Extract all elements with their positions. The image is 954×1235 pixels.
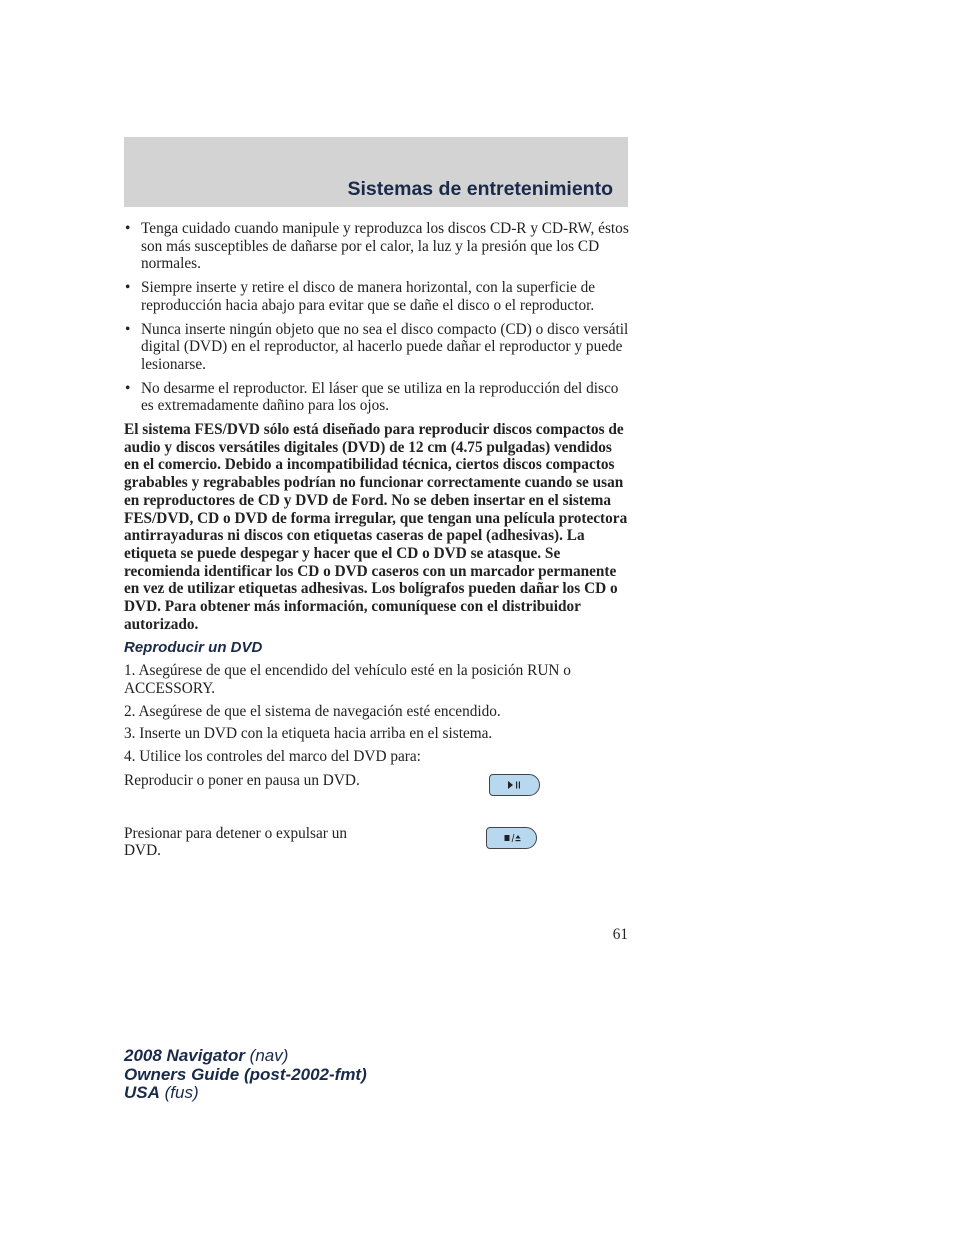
play-pause-icon bbox=[506, 780, 524, 790]
bullet-icon: • bbox=[125, 320, 131, 338]
bullet-icon: • bbox=[125, 220, 131, 237]
page-number: 61 bbox=[612, 926, 628, 943]
control-row-stop-eject bbox=[124, 825, 630, 878]
footer-model: 2008 Navigator bbox=[124, 1046, 245, 1065]
document-footer bbox=[124, 1047, 367, 1103]
list-item-text: Siempre inserte y retire el disco de manera horizontal, con la superficie de reproducción hacia abajo para evitar que se dañe el disco o el reproductor. bbox=[141, 279, 596, 314]
section-header-band bbox=[124, 137, 628, 207]
compatibility-notice: El sistema FES/DVD sólo está diseñado para reproducir discos compactos de audio y discos versátiles digitales (DVD) de 12 cm (4.75 pulgadas) vendidos en el comercio. Debido a incompatibilidad técnica, ciertos discos compactos grabables y regrabables podrían no funcionar correctamente cuando se usan en reproductores de CD y DVD de Ford. No se deben insertar en el sistema FES/DVD, CD o DVD de forma irregular, que tengan una película protectora antirrayaduras ni discos con etiquetas caseras de papel (adhesivas). La etiqueta se puede despegar y hacer que el CD o DVD se atasque. Se recomienda identificar los CD o DVD caseros con un marcador permanente en vez de utilizar etiquetas adhesivas. Los bolígrafos pueden dañar los CD o DVD. Para obtener más información, comuníquese con el distribuidor autorizado. bbox=[124, 421, 628, 633]
list-item bbox=[124, 380, 630, 415]
step-item: 4. Utilice los controles del marco del DVD para: bbox=[124, 747, 421, 765]
list-item-text: Tenga cuidado cuando manipule y reproduzca los discos CD-R y CD-RW, éstos son más susceptibles de dañarse por el calor, la luz y la presión que los CD normales. bbox=[141, 220, 629, 273]
control-label: Reproducir o poner en pausa un DVD. bbox=[124, 771, 360, 789]
footer-line-model bbox=[124, 1047, 367, 1066]
list-item bbox=[124, 220, 630, 273]
control-row-play-pause bbox=[124, 772, 630, 825]
caution-list bbox=[124, 220, 630, 415]
list-item-text: No desarme el reproductor. El láser que se utiliza en la reproducción del disco es extremadamente dañino para los ojos. bbox=[141, 379, 619, 415]
control-label: Presionar para detener o expulsar un DVD. bbox=[124, 824, 347, 860]
step-item: 3. Inserte un DVD con la etiqueta hacia arriba en el sistema. bbox=[124, 725, 493, 743]
list-item bbox=[124, 321, 630, 374]
bullet-icon: • bbox=[125, 379, 131, 397]
play-pause-button[interactable] bbox=[489, 774, 540, 796]
step-item: 2. Asegúrese de que el sistema de navegación esté encendido. bbox=[124, 702, 501, 720]
play-dvd-heading: Reproducir un DVD bbox=[124, 639, 263, 657]
footer-model-code: (nav) bbox=[244, 1046, 289, 1065]
steps-list bbox=[124, 662, 630, 766]
section-title: Sistemas de entretenimiento bbox=[347, 178, 613, 200]
footer-market: USA bbox=[124, 1083, 160, 1102]
footer-market-code: (fus) bbox=[159, 1083, 199, 1102]
stop-eject-icon bbox=[503, 833, 521, 843]
page-content bbox=[124, 220, 630, 878]
bullet-icon: • bbox=[125, 279, 131, 297]
list-item bbox=[124, 279, 630, 314]
footer-line-market bbox=[124, 1084, 367, 1103]
step-item: 1. Asegúrese de que el encendido del vehículo esté en la posición RUN o ACCESSORY. bbox=[124, 662, 571, 697]
list-item-text: Nunca inserte ningún objeto que no sea el disco compacto (CD) o disco versátil digital (DVD) en el reproductor, al hacerlo puede dañar el reproductor y puede lesionarse. bbox=[141, 320, 629, 373]
stop-eject-button[interactable] bbox=[486, 827, 537, 849]
footer-line-guide bbox=[124, 1066, 367, 1085]
footer-guide: Owners Guide (post-2002-fmt) bbox=[124, 1064, 367, 1084]
